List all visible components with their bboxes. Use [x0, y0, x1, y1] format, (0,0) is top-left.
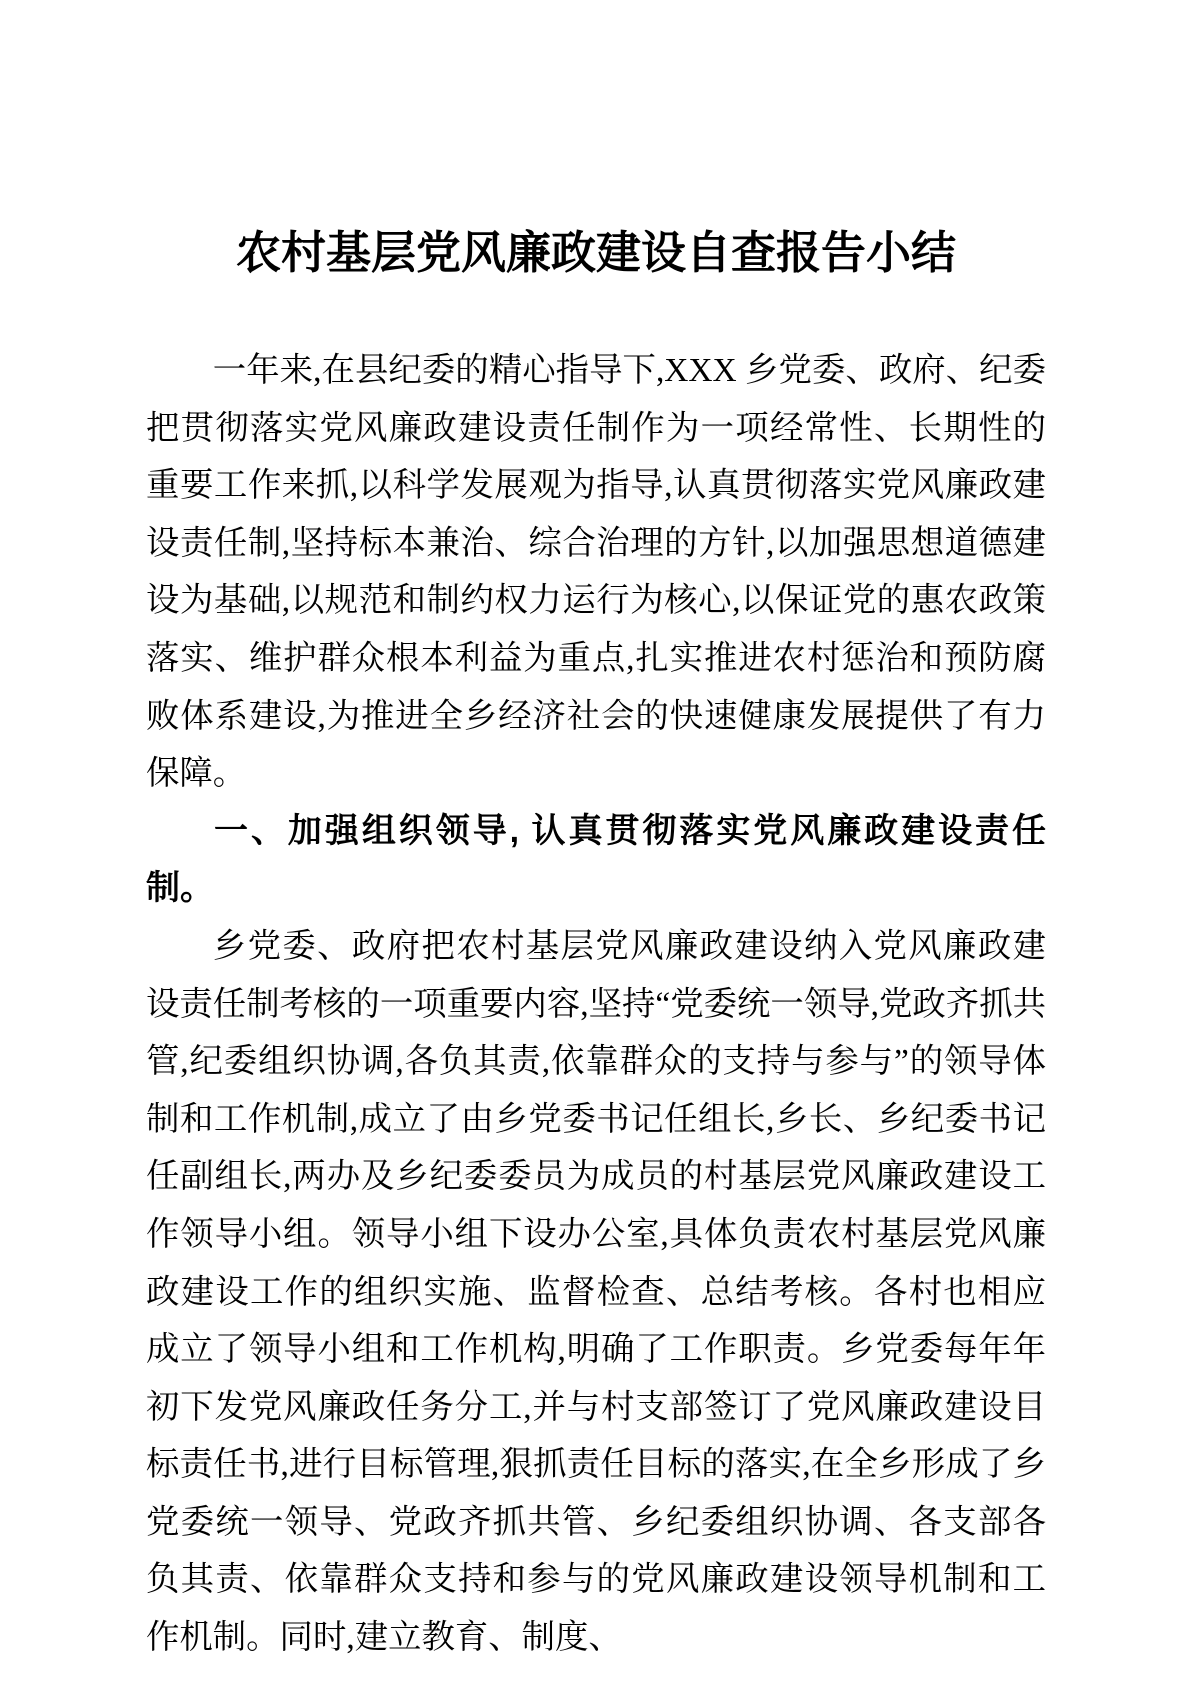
section-heading-1: 一、加强组织领导, 认真贯彻落实党风廉政建设责任制。	[146, 811, 1046, 908]
paragraph-section-1: 乡党委、政府把农村基层党风廉政建设纳入党风廉政建设责任制考核的一项重要内容,坚持“党委统一领导,党政齐抓共管,纪委组织协调,各负其责,依靠群众的支持与参与”的领导体制和工作机制,成立了由乡党委书记任组长,乡长、乡纪委书记任副组长,两办及乡纪委委员为成员的村基层党风廉政建设工作领导小组。领导小组下设办公室,具体负责农村基层党风廉政建设工作的组织实施、监督检查、总结考核。各村也相应成立了领导小组和工作机构,明确了工作职责。乡党委每年年初下发党风廉政任务分工,并与村支部签订了党风廉政建设目标责任书,进行目标管理,狠抓责任目标的落实,在全乡形成了乡党委统一领导、党政齐抓共管、乡纪委组织协调、各支部各负其责、依靠群众支持和参与的党风廉政建设领导机制和工作机制。同时,建立教育、制度、	[146, 927, 1046, 1657]
paragraph-intro: 一年来,在县纪委的精心指导下,XXX 乡党委、政府、纪委把贯彻落实党风廉政建设责任制作为一项经常性、长期性的重要工作来抓,以科学发展观为指导,认真贯彻落实党风廉政建设责任制,坚持标本兼治、综合治理的方针,以加强思想道德建设为基础,以规范和制约权力运行为核心,以保证党的惠农政策落实、维护群众根本利益为重点,扎实推进农村惩治和预防腐败体系建设,为推进全乡经济社会的快速健康发展提供了有力保障。	[146, 352, 1046, 793]
document-title: 农村基层党风廉政建设自查报告小结	[235, 228, 956, 278]
